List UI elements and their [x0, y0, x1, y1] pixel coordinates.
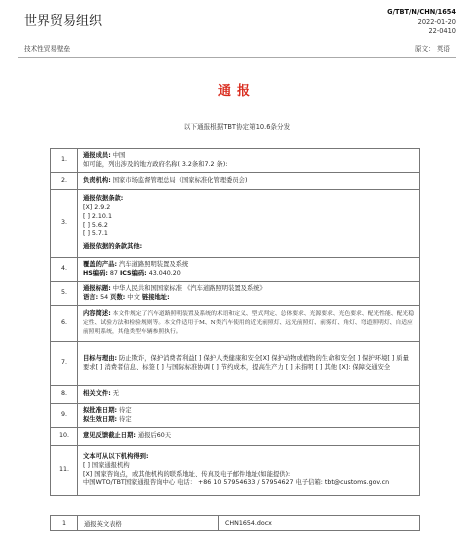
field-note: 如可能，列出涉及的地方政府名称( 3.2条和7.2 条): [83, 160, 228, 168]
row-comments-deadline [51, 428, 420, 446]
field-value: 待定 [117, 406, 132, 414]
language-value: 54 [98, 293, 111, 301]
row-agency [51, 173, 420, 190]
row-number: 6. [51, 306, 78, 342]
field-value: 国家市场监督管理总局（国家标准化管理委员会) [110, 176, 248, 184]
pages-value: 中文 [125, 293, 142, 301]
field-label: 拟批准日期: [83, 406, 118, 414]
notification-table [50, 148, 420, 496]
attachment-row [51, 516, 420, 531]
article-option: [X] 2.9.2 [83, 203, 111, 211]
attachment-table [50, 515, 420, 531]
hs-label: HS编码: [83, 269, 108, 277]
field-label: 通报依据的条款其他: [83, 243, 143, 251]
field-value: 待定 [117, 415, 132, 423]
field-value: 防止欺诈，保护消费者利益[ ] 保护人类健康和安全[X] 保护动物或植物的生命和安全[ ] 保护环境[ ] 质量要求[ ] 消费者信息、标签 [ ] 与国际标准协调 [ ] 节约成本，提高生产力 [ ] 未指明 [ ] 其他 [X]: 保障交通安全 [83, 354, 409, 371]
organization-title: 世界贸易组织 [24, 14, 103, 29]
field-value: [X] 国家咨询点，或其他机构的联系地址、传真及电子邮件地址(如能提供): [83, 470, 291, 478]
row-number: 3. [51, 190, 78, 258]
row-number: 9. [51, 404, 78, 428]
row-content [78, 428, 420, 446]
original-language: 原文： 英语 [414, 45, 450, 53]
row-content [78, 386, 420, 404]
language-label: 语言: [83, 293, 99, 301]
row-content [78, 190, 420, 258]
row-content [78, 282, 420, 306]
article-option: [ ] 2.10.1 [83, 212, 112, 220]
field-label: 拟生效日期: [83, 415, 118, 423]
field-value: 本文件规定了汽车道路照明装置及系统的术语和定义、型式判定、总体要求、光源要求、光色要求、配光性能、配光稳定性、试验方法和检验规则等。本文件适用于M、N类汽车使用的近光前照灯、远光前照灯、前雾灯、角灯、弯道照明灯、自适应前照明系统，其他类型车辆参照执行。 [83, 311, 415, 335]
field-label: 目标与理由: [83, 354, 118, 362]
header-divider [18, 57, 456, 58]
ics-label: ICS编码: [119, 269, 147, 277]
hs-value: 87 [107, 269, 120, 277]
row-articles [51, 190, 420, 258]
ics-value: 43.040.20 [146, 269, 181, 277]
field-value: 汽车道路照明装置及系统 [117, 260, 189, 268]
field-value: 通报后60天 [135, 432, 172, 440]
row-number: 11. [51, 446, 78, 496]
contact-line: 中国WTO/TBT国家通报咨询中心 电话： +86 10 57954633 / 57954627 电子信箱: tbt@customs.gov.cn [83, 479, 390, 487]
row-number: 5. [51, 282, 78, 306]
row-objective [51, 342, 420, 386]
field-label: 相关文件: [83, 390, 111, 398]
field-label: 覆盖的产品: [83, 260, 118, 268]
row-number: 10. [51, 428, 78, 446]
field-label: 意见反馈截止日期: [83, 432, 136, 440]
row-documents [51, 386, 420, 404]
attachment-name: 通报英文表格 [78, 516, 219, 531]
row-content [78, 342, 420, 386]
row-products [51, 258, 420, 282]
field-value: 无 [110, 390, 120, 398]
row-text-available [51, 446, 420, 496]
field-value: [ ] 国家通报机构 [83, 461, 130, 469]
row-number: 2. [51, 173, 78, 190]
row-number: 4. [51, 258, 78, 282]
row-content [78, 306, 420, 342]
row-content [78, 404, 420, 428]
pages-label: 页数: [110, 293, 126, 301]
intro-text: 以下通报根据TBT协定第10.6条分发 [183, 123, 291, 131]
field-value: 中华人民共和国国家标准 《汽车道路照明装置及系统》 [110, 284, 266, 292]
row-number: 1. [51, 149, 78, 173]
field-label: 负责机构: [83, 176, 111, 184]
field-label: 内容简述: [83, 310, 111, 318]
row-dates [51, 404, 420, 428]
document-symbol: G/TBT/N/CHN/1654 [387, 8, 456, 16]
attachment-number: 1 [51, 516, 78, 531]
article-option: [ ] 5.7.1 [83, 230, 108, 238]
row-number: 8. [51, 386, 78, 404]
row-notifying-member [51, 149, 420, 173]
row-content [78, 173, 420, 190]
row-content [78, 149, 420, 173]
article-option: [ ] 5.6.2 [83, 221, 108, 229]
row-number: 7. [51, 342, 78, 386]
document-title: 通报 [217, 84, 256, 99]
field-label: 通报标题: [83, 284, 111, 292]
row-content [78, 446, 420, 496]
row-description [51, 306, 420, 342]
row-content [78, 258, 420, 282]
document-date: 2022-01-20 [417, 17, 456, 26]
field-label: 通报依据条款: [83, 195, 124, 203]
field-label: 通报成员: [83, 151, 111, 159]
field-value: 中国 [110, 151, 126, 159]
committee-subtitle: 技术性贸易壁垒 [24, 45, 71, 53]
document-number: 22-0410 [428, 27, 456, 36]
attachment-file-link[interactable]: CHN1654.docx [219, 516, 420, 531]
field-label: 文本可从以下机构得到: [83, 452, 149, 460]
document-info [387, 8, 456, 37]
link-label: 链接地址: [141, 293, 170, 301]
row-title [51, 282, 420, 306]
